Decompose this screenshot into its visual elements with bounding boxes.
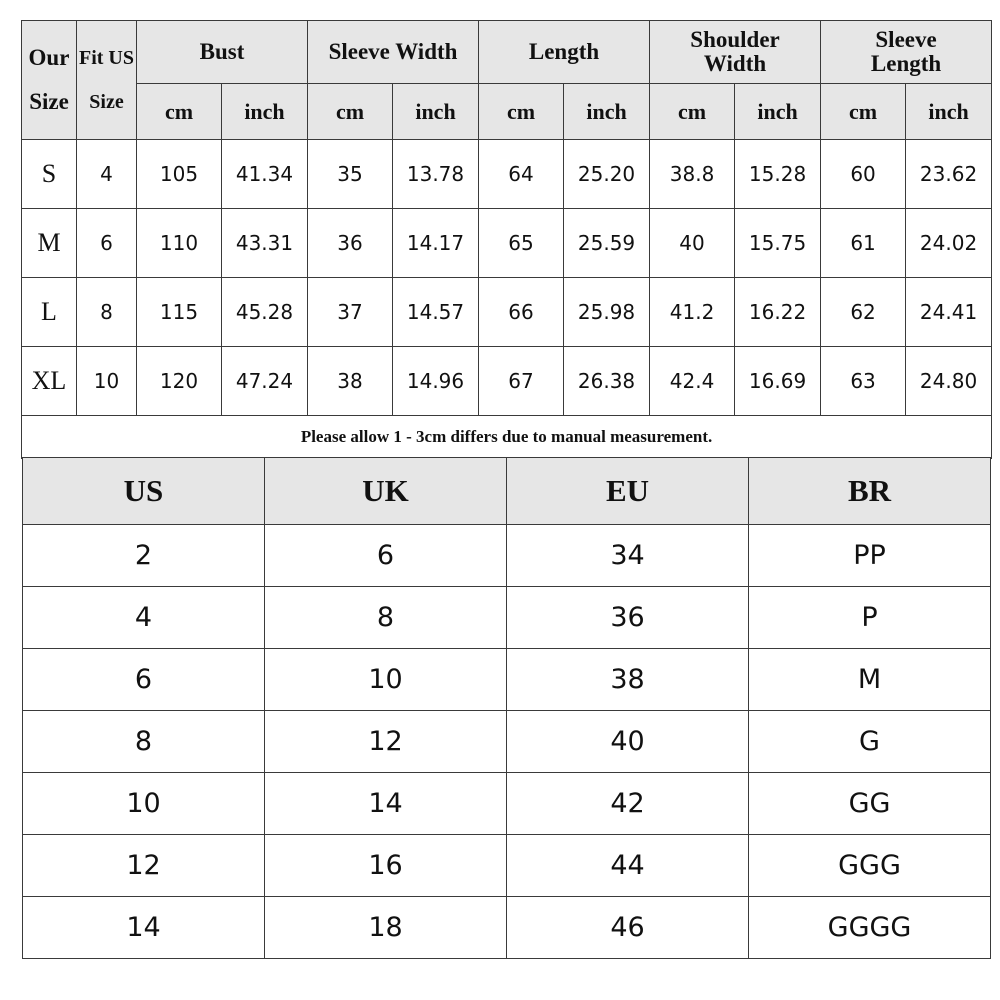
measurement-note: Please allow 1 - 3cm differs due to manual measurement.	[22, 416, 992, 459]
sleeve-length-inch-cell: 24.80	[906, 347, 992, 416]
sleeve-width-inch-cell: 14.96	[393, 347, 479, 416]
uk-cell: 12	[265, 711, 507, 773]
unit-cm-header: cm	[308, 84, 393, 140]
unit-cm-header: cm	[479, 84, 564, 140]
eu-cell: 42	[507, 773, 749, 835]
eu-cell: 36	[507, 587, 749, 649]
conversion-body	[23, 525, 991, 959]
sleeve-width-cm-cell: 37	[308, 278, 393, 347]
unit-inch-header: inch	[906, 84, 992, 140]
sleeve-width-cm-cell: 35	[308, 140, 393, 209]
br-cell: G	[749, 711, 991, 773]
br-cell: PP	[749, 525, 991, 587]
uk-cell: 16	[265, 835, 507, 897]
sleeve-length-cm-cell: 62	[821, 278, 906, 347]
measurement-note-row	[22, 416, 992, 459]
length-inch-cell: 25.20	[564, 140, 650, 209]
sleeve-width-cm-cell: 38	[308, 347, 393, 416]
us-header: US	[23, 458, 265, 525]
uk-cell: 18	[265, 897, 507, 959]
shoulder-width-cm-cell: 38.8	[650, 140, 735, 209]
length-cm-cell: 67	[479, 347, 564, 416]
size-chart-body	[22, 140, 992, 416]
bust-inch-cell: 47.24	[222, 347, 308, 416]
eu-cell: 44	[507, 835, 749, 897]
bust-cm-cell: 120	[137, 347, 222, 416]
sleeve-length-inch-cell: 24.02	[906, 209, 992, 278]
uk-cell: 6	[265, 525, 507, 587]
unit-inch-header: inch	[222, 84, 308, 140]
length-cm-cell: 66	[479, 278, 564, 347]
shoulder-width-inch-cell: 15.28	[735, 140, 821, 209]
fit-us-cell: 6	[77, 209, 137, 278]
shoulder-width-inch-cell: 16.69	[735, 347, 821, 416]
eu-cell: 34	[507, 525, 749, 587]
size-cell: L	[22, 278, 77, 347]
bust-inch-cell: 43.31	[222, 209, 308, 278]
eu-cell: 38	[507, 649, 749, 711]
uk-header: UK	[265, 458, 507, 525]
length-cm-cell: 65	[479, 209, 564, 278]
bust-cm-cell: 115	[137, 278, 222, 347]
br-cell: GG	[749, 773, 991, 835]
size-chart-table	[21, 20, 992, 459]
sleeve-length-inch-cell: 24.41	[906, 278, 992, 347]
uk-cell: 8	[265, 587, 507, 649]
sleeve-length-cm-cell: 61	[821, 209, 906, 278]
sleeve-width-inch-cell: 14.17	[393, 209, 479, 278]
unit-cm-header: cm	[821, 84, 906, 140]
unit-inch-header: inch	[564, 84, 650, 140]
unit-cm-header: cm	[650, 84, 735, 140]
conversion-row	[23, 587, 991, 649]
us-cell: 10	[23, 773, 265, 835]
shoulder-width-inch-cell: 15.75	[735, 209, 821, 278]
size-chart-row	[22, 209, 992, 278]
conversion-row	[23, 649, 991, 711]
size-chart-row	[22, 278, 992, 347]
bust-header: Bust	[137, 21, 308, 84]
us-cell: 14	[23, 897, 265, 959]
sleeve-length-inch-cell: 23.62	[906, 140, 992, 209]
bust-cm-cell: 110	[137, 209, 222, 278]
eu-cell: 46	[507, 897, 749, 959]
fit-us-cell: 10	[77, 347, 137, 416]
sleeve-width-inch-cell: 14.57	[393, 278, 479, 347]
shoulder-width-cm-cell: 41.2	[650, 278, 735, 347]
size-conversion-table	[22, 457, 991, 959]
fit-us-cell: 8	[77, 278, 137, 347]
conversion-row	[23, 773, 991, 835]
unit-cm-header: cm	[137, 84, 222, 140]
size-cell: XL	[22, 347, 77, 416]
size-cell: S	[22, 140, 77, 209]
br-header: BR	[749, 458, 991, 525]
sleeve-length-header: Sleeve Length	[821, 21, 992, 84]
br-cell: M	[749, 649, 991, 711]
us-cell: 12	[23, 835, 265, 897]
conversion-row	[23, 835, 991, 897]
size-chart-header-row	[22, 21, 992, 84]
br-cell: P	[749, 587, 991, 649]
conversion-header-row	[23, 458, 991, 525]
sleeve-width-cm-cell: 36	[308, 209, 393, 278]
shoulder-width-inch-cell: 16.22	[735, 278, 821, 347]
us-cell: 2	[23, 525, 265, 587]
length-inch-cell: 26.38	[564, 347, 650, 416]
uk-cell: 10	[265, 649, 507, 711]
bust-inch-cell: 41.34	[222, 140, 308, 209]
fit-us-cell: 4	[77, 140, 137, 209]
shoulder-width-cm-cell: 40	[650, 209, 735, 278]
unit-inch-header: inch	[393, 84, 479, 140]
sleeve-width-inch-cell: 13.78	[393, 140, 479, 209]
sleeve-width-header: Sleeve Width	[308, 21, 479, 84]
br-cell: GGGG	[749, 897, 991, 959]
uk-cell: 14	[265, 773, 507, 835]
bust-inch-cell: 45.28	[222, 278, 308, 347]
unit-inch-header: inch	[735, 84, 821, 140]
bust-cm-cell: 105	[137, 140, 222, 209]
conversion-row	[23, 897, 991, 959]
size-chart-row	[22, 140, 992, 209]
eu-header: EU	[507, 458, 749, 525]
size-chart-unit-row	[22, 84, 992, 140]
size-chart-row	[22, 347, 992, 416]
length-header: Length	[479, 21, 650, 84]
our-size-header: Our Size	[22, 21, 77, 140]
length-inch-cell: 25.98	[564, 278, 650, 347]
eu-cell: 40	[507, 711, 749, 773]
br-cell: GGG	[749, 835, 991, 897]
conversion-row	[23, 525, 991, 587]
us-cell: 8	[23, 711, 265, 773]
conversion-row	[23, 711, 991, 773]
size-cell: M	[22, 209, 77, 278]
us-cell: 6	[23, 649, 265, 711]
fit-us-size-header: Fit US Size	[77, 21, 137, 140]
shoulder-width-header: Shoulder Width	[650, 21, 821, 84]
shoulder-width-cm-cell: 42.4	[650, 347, 735, 416]
length-cm-cell: 64	[479, 140, 564, 209]
us-cell: 4	[23, 587, 265, 649]
sleeve-length-cm-cell: 60	[821, 140, 906, 209]
length-inch-cell: 25.59	[564, 209, 650, 278]
sleeve-length-cm-cell: 63	[821, 347, 906, 416]
